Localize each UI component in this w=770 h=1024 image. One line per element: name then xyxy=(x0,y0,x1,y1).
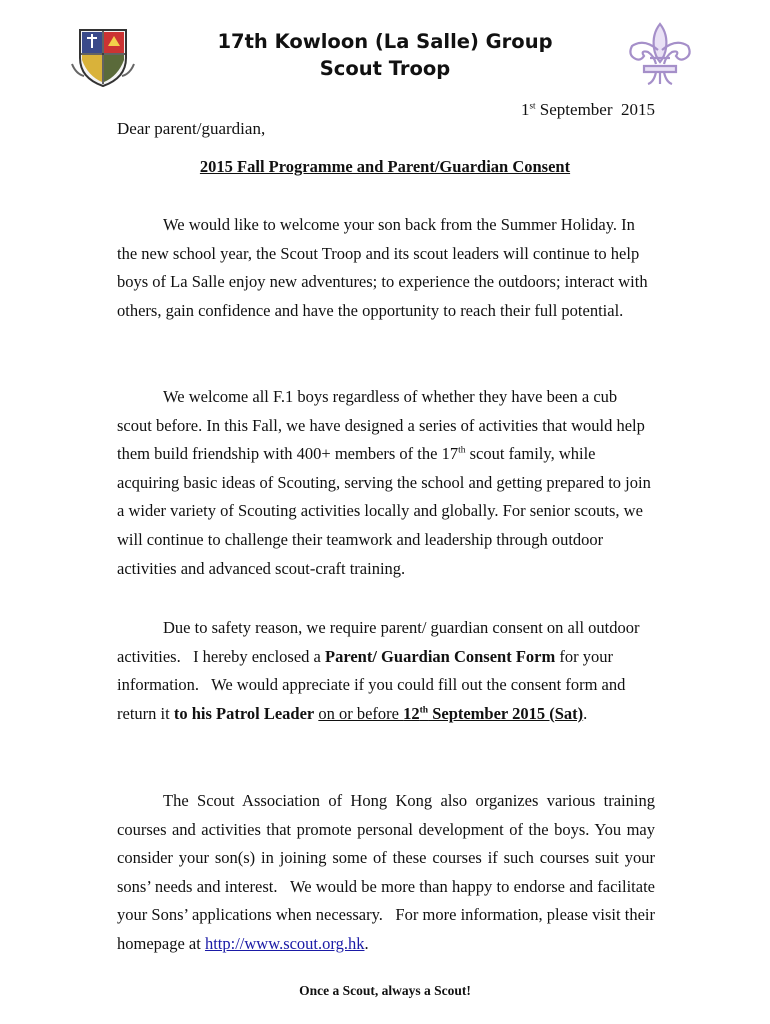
paragraph-consent xyxy=(117,614,655,728)
paragraph-activities xyxy=(117,383,655,583)
consent-form-name: Parent/ Guardian Consent Form xyxy=(325,646,556,666)
paragraph-2-sup: th xyxy=(458,445,466,456)
paragraph-welcome xyxy=(117,211,655,325)
paragraph-3-end: . xyxy=(583,703,588,723)
paragraph-courses xyxy=(117,787,660,959)
deadline-prefix: on or before xyxy=(318,703,404,723)
paragraph-2-text-b: scout family, while acquiring basic ideas of Scouting, serving the school and getting prepared to join a wider variety of Scouting activities locally and globally. For senior scouts, we will continue to challenge their teamwork and leadership through outdoor activities and advanced scout-craft training. xyxy=(117,444,651,578)
deadline-date: September 2015 (Sat) xyxy=(428,703,584,723)
date-rest: September 2015 xyxy=(535,100,655,119)
return-to: to his Patrol Leader xyxy=(173,703,315,723)
letter-subject: 2015 Fall Programme and Parent/Guardian Consent xyxy=(199,157,571,176)
scout-homepage-link[interactable]: http://www.scout.org.hk xyxy=(204,933,365,953)
paragraph-3-text-a: Due to safety reason, we require parent/ guardian consent on all outdoor activities. I hereby enclosed a xyxy=(117,618,644,666)
deadline-day: 12 xyxy=(403,703,420,723)
letter-date xyxy=(521,100,655,120)
deadline-sup: th xyxy=(419,705,429,716)
paragraph-3-text-c: for your information. We would appreciate if you could fill out the consent form and return it xyxy=(117,646,630,723)
paragraph-2-text-a: We welcome all F.1 boys regardless of whether they have been a cub scout before. In this Fall, we have designed a series of activities that would help them build friendship with 400+ members of the 17 xyxy=(117,387,645,464)
letterhead-title xyxy=(0,28,770,82)
paragraph-1-text: We would like to welcome your son back from the Summer Holiday. In the new school year, the Scout Troop and its scout leaders will continue to help boys of La Salle enjoy new adventures; to experience the outdoors; interact with others, gain confidence and have the opportunity to reach their full potential. xyxy=(117,215,648,320)
paragraph-4-text-a: The Scout Association of Hong Kong also organizes various training courses and activities that promote personal development of the boys. You may consider your son(s) in joining some of these courses if such courses suit your sons’ needs and interest. We would be more than happy to endorse and facilitate your Sons’ applications when necessary. For more information, please visit their homepage at xyxy=(117,791,660,953)
date-day: 1 xyxy=(521,100,530,119)
paragraph-4-end: . xyxy=(364,933,369,953)
footer-motto: Once a Scout, always a Scout! xyxy=(299,983,471,998)
greeting: Dear parent/guardian, xyxy=(117,119,266,138)
group-name: 17th Kowloon (La Salle) Group xyxy=(217,30,553,53)
troop-name: Scout Troop xyxy=(319,57,451,80)
date-suffix: st xyxy=(529,100,536,111)
